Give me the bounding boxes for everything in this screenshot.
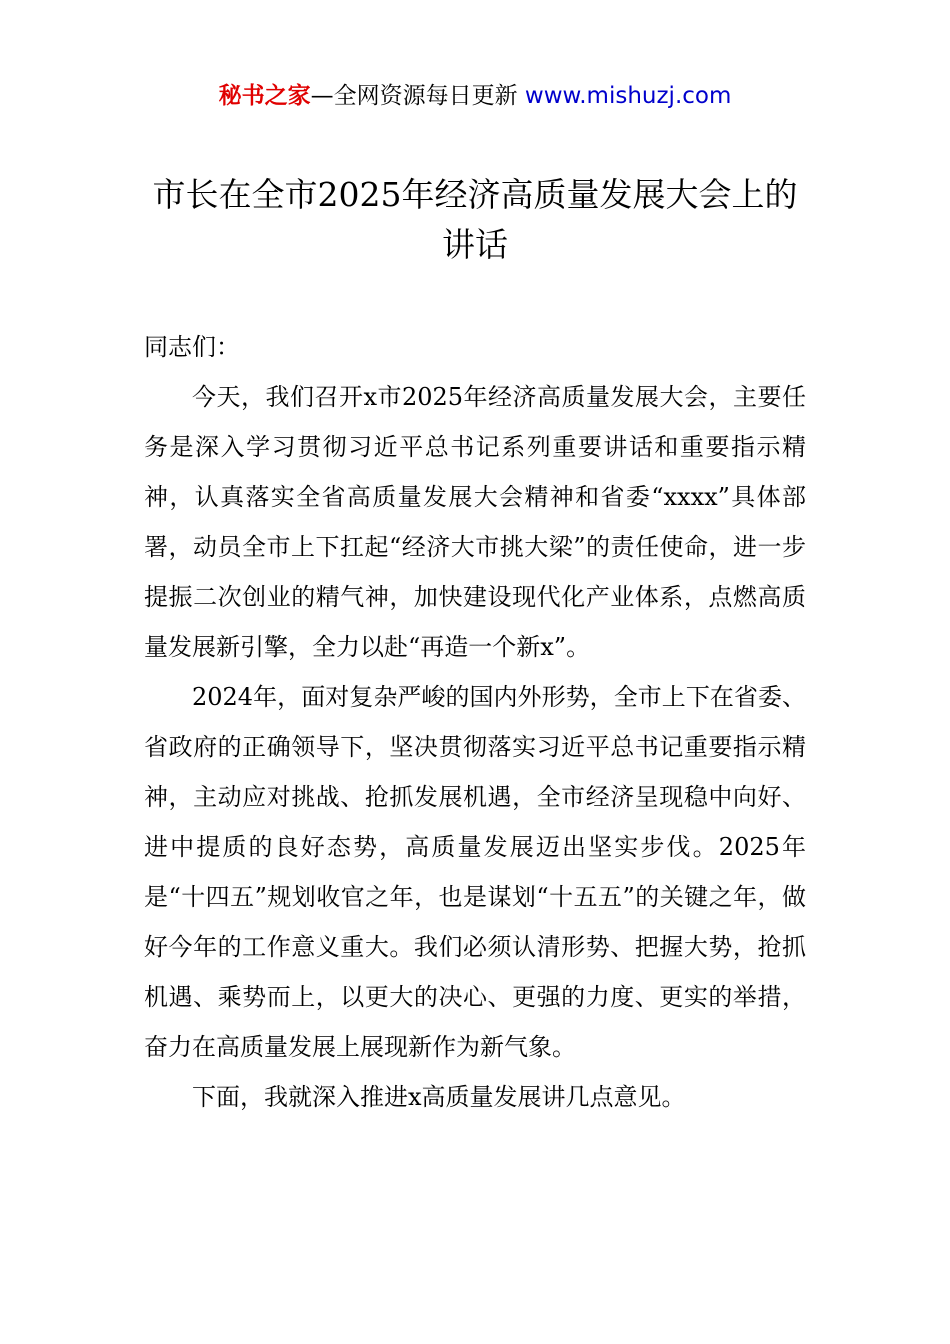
paragraph-review: 2024年，面对复杂严峻的国内外形势，全市上下在省委、省政府的正确领导下，坚决贯彻落实习近平总书记重要指示精神，主动应对挑战、抢抓发展机遇，全市经济呈现稳中向好、进中提质的良好态势，高质量发展迈出坚实步伐。2025年是“十四五”规划收官之年，也是谋划“十五五”的关键之年，做好今年的工作意义重大。我们必须认清形势、把握大势，抢抓机遇、乘势而上，以更大的决心、更强的力度、更实的举措，奋力在高质量发展上展现新作为新气象。 bbox=[144, 683, 806, 1061]
paragraph-intro: 今天，我们召开x市2025年经济高质量发展大会，主要任务是深入学习贯彻习近平总书记系列重要讲话和重要指示精神，认真落实全省高质量发展大会精神和省委“xxxx”具体部署，动员全市上下扛起“经济大市挑大梁”的责任使命，进一步提振二次创业的精气神，加快建设现代化产业体系，点燃高质量发展新引擎，全力以赴“再造一个新x”。 bbox=[144, 383, 806, 661]
document-body bbox=[144, 322, 806, 1122]
brand-name: 秘书之家 bbox=[218, 83, 311, 109]
paragraph-outline: 下面，我就深入推进x高质量发展讲几点意见。 bbox=[192, 1083, 686, 1111]
salutation: 同志们： bbox=[144, 333, 240, 361]
header-tagline: —全网资源每日更新 bbox=[310, 83, 518, 109]
site-header bbox=[0, 78, 950, 114]
document-title: 市长在全市2025年经济高质量发展大会上的讲话 bbox=[152, 175, 798, 264]
site-url-link[interactable]: www.mishuzj.com bbox=[524, 83, 732, 109]
